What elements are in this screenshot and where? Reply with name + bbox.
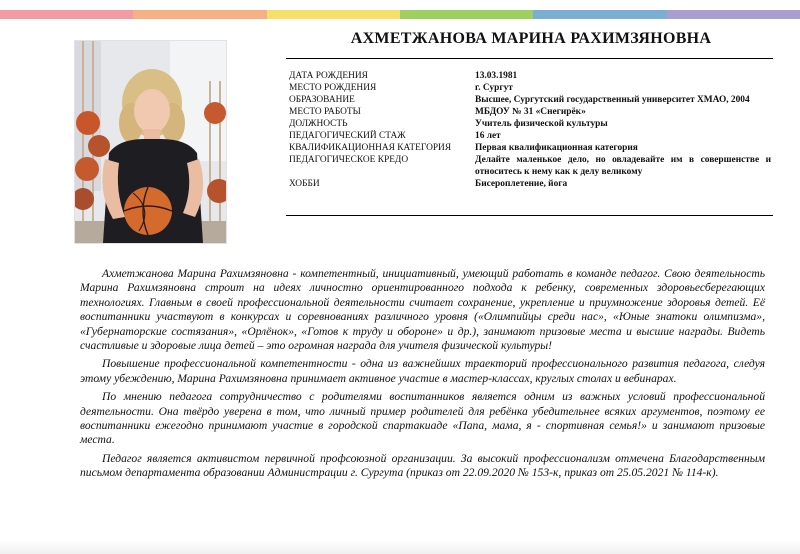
info-row-workplace [289,106,771,118]
person-name: АХМЕТЖАНОВА МАРИНА РАХИМЗЯНОВНА [350,30,712,47]
info-value: МБДОУ № 31 «Снегирёк» [475,107,586,117]
info-value: 13.03.1981 [475,71,518,81]
info-value: Высшее, Сургутский государственный университет ХМАО, 2004 [475,95,750,105]
info-value: г. Сургут [475,83,513,93]
teacher-photo [74,40,227,244]
bio-paragraph: Педагог является активистом первичной профсоюзной организации. За высокий профессионализм отмечена Благодарственным письмом департамента образовании Администрации г. Сургута (приказ от 22.09.2020 № 153-к, приказ от 25.05.2021 № 114-к). [80,451,765,480]
divider-top [286,58,773,59]
info-value: 16 лет [475,131,501,141]
info-row-hobby [289,178,771,190]
stripe-segment-purple [667,10,800,19]
info-label: ПЕДАГОГИЧЕСКИЙ СТАЖ [289,131,406,141]
info-row-credo [289,154,771,178]
info-row-category [289,142,771,154]
info-row-experience [289,130,771,142]
stripe-segment-green [400,10,533,19]
stripe-segment-blue [533,10,666,19]
info-label: ОБРАЗОВАНИЕ [289,95,355,105]
info-label: ДАТА РОЖДЕНИЯ [289,71,368,81]
info-row-education [289,94,771,106]
color-stripe [0,10,800,19]
bio-paragraph: По мнению педагога сотрудничество с родителями воспитанников является одним из важных условий профессиональной деятельности. Она твёрдо уверена в том, что личный пример родителей для ребёнка убедительнее всяких аргументов, поэтому ее воспитанники ежегодно принимают участие в городской спартакиаде «Папа, мама, я - спортивная семья!» и занимают призовые места. [80,390,765,447]
info-label: ПЕДАГОГИЧЕСКОЕ КРЕДО [289,155,409,165]
stripe-segment-yellow [267,10,400,19]
info-value: Учитель физической культуры [475,119,608,129]
info-label: ДОЛЖНОСТЬ [289,119,348,129]
info-row-birthdate [289,70,771,82]
info-value: Бисероплетение, йога [475,179,568,189]
info-row-birthplace [289,82,771,94]
bio-paragraph: Ахметжанова Марина Рахимзяновна - компетентный, инициативный, умеющий работать в команде педагог. Свою деятельность Марина Рахимзяновна строит на идеях личностно ориентированного подхода к ребенку, современных здоровьесберегающих технологиях. Главным в своей профессиональной деятельности считает сохранение, укрепление и приумножение здоровья детей. Её воспитанники участвуют в конкурсах и соревнованиях различного уровня («Олимпийцы среди нас», «Юные знатоки олимпизма», «Губернаторские состязания», «Орлёнок», «Готов к труду и обороне» и др.), занимают призовые места и высшие награды. Видеть счастливые и здоровые лица детей – это огромная награда для учителя физической культуры! [80,267,765,353]
page-bottom-edge [0,540,800,554]
info-value: Делайте маленькое дело, но овладевайте им в совершенстве и относитесь к нему как к делу великому [475,155,771,177]
info-label: ХОББИ [289,179,320,189]
info-row-position [289,118,771,130]
info-label: МЕСТО РОЖДЕНИЯ [289,83,377,93]
bio-paragraph: Повышение профессиональной компетентности - одна из важнейших траекторий профессионального развития педагога, следуя этому убеждению, Марина Рахимзяновна принимает активное участие в мастер-классах, круглых столах и вебинарах. [80,357,765,385]
info-value: Первая квалификационная категория [475,143,638,153]
info-label: КВАЛИФИКАЦИОННАЯ КАТЕГОРИЯ [289,143,452,153]
stripe-segment-pink [0,10,133,19]
biography [80,267,765,485]
stripe-segment-orange [133,10,266,19]
info-table [289,70,771,190]
info-label: МЕСТО РАБОТЫ [289,107,361,117]
divider-bottom [286,215,773,216]
